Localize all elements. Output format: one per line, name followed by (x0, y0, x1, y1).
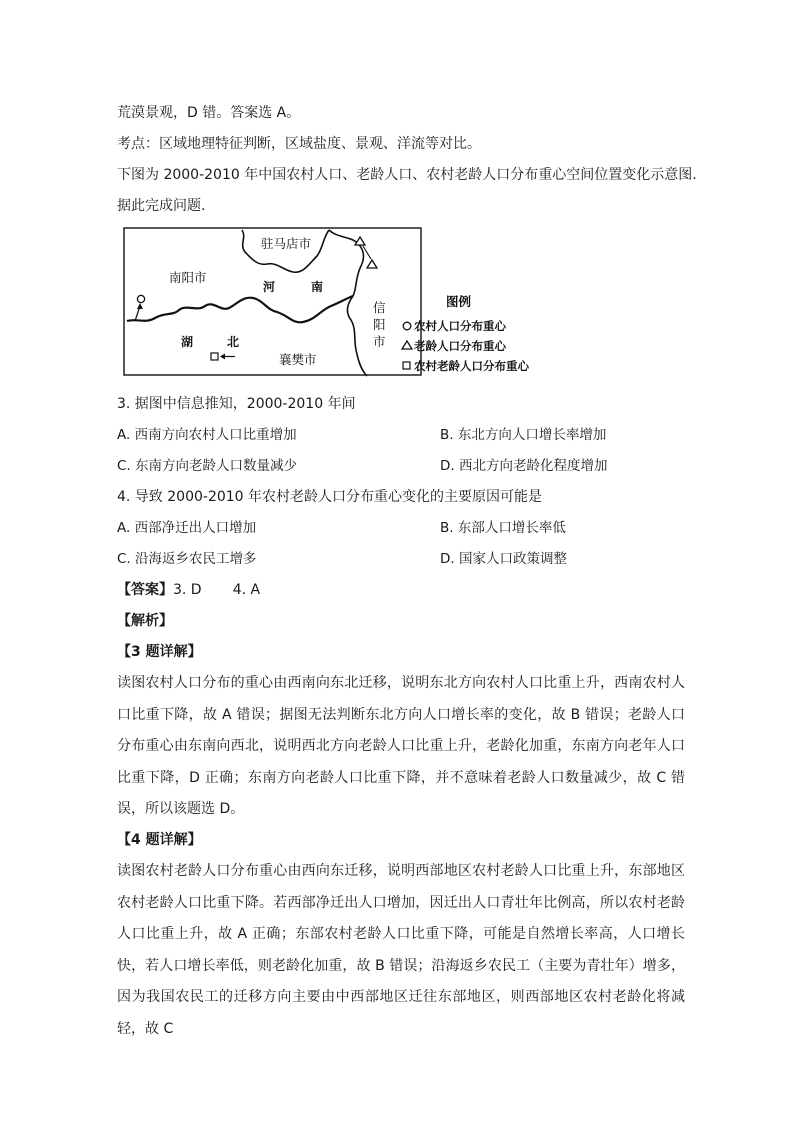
answer-values: 3. D 4. A (173, 582, 261, 598)
analysis-label: 【解析】 (117, 613, 173, 629)
legend-square-icon (403, 362, 410, 369)
q4-option-a: A. 西部净迁出人口增加 (117, 520, 257, 536)
detail4-label: 【4 题详解】 (117, 832, 202, 848)
label-xinyang-2: 阳 (373, 317, 386, 332)
map-figure (117, 226, 557, 386)
q3-option-a: A. 西南方向农村人口比重增加 (117, 427, 297, 443)
detail4-text: 读图农村老龄人口分布重心由西向东迁移，说明西部地区农村老龄人口比重上升，东部地区农村老龄人口比重下降。若西部净迁出人口增加，因迁出人口青壮年比例高，所以农村老龄人口比重上升，故 A 正确；东部农村老龄人口比重下降，可能是自然增长率高，人口增长快，若人口增长率低，则老龄化加重，故 B 错误；沿海返乡农民工（主要为青壮年）增多，因为我国农民工的迁移方向主要由中西部地区迁往东部地区，则西部地区农村老龄化将减轻，故 C (117, 863, 685, 1037)
legend-elderly-label: 老龄人口分布重心 (414, 339, 506, 353)
elderly-centroid-icon-start (355, 237, 365, 245)
label-xinyang-1: 信 (373, 300, 386, 315)
answer-line (117, 580, 260, 600)
elderly-centroid-icon-end (367, 260, 377, 268)
label-zhumadian: 驻马店市 (261, 236, 312, 251)
rural-elderly-centroid-icon (211, 353, 218, 360)
label-xinyang-3: 市 (373, 334, 386, 349)
q4-option-c: C. 沿海返乡农民工增多 (117, 551, 257, 567)
intro-line-2: 考点：区域地理特征判断，区域盐度、景观、洋流等对比。 (117, 136, 481, 152)
rural-elderly-arrow-head-icon (220, 354, 225, 360)
label-province-bei: 北 (227, 335, 240, 349)
intro-line-1: 荒漠景观，D 错。答案选 A。 (117, 105, 301, 121)
answer-label: 【答案】 (117, 582, 173, 598)
q3-option-b: B. 东北方向人口增长率增加 (440, 427, 607, 443)
rural-arrow-head-icon (137, 303, 143, 309)
map-svg (117, 226, 557, 386)
boundary-xinyang (329, 230, 367, 376)
label-xiangfan: 襄樊市 (279, 352, 317, 367)
detail3-text: 读图农村人口分布的重心由西南向东北迁移，说明东北方向农村人口比重上升，西南农村人口比重下降，故 A 错误；据图无法判断东北方向人口增长率的变化，故 B 错误；老龄人口分布重心由东南向西北，说明西北方向老龄人口比重上升，老龄化加重，东南方向老年人口比重下降，D 正确；东南方向老龄人口比重下降，并不意味着老龄人口数量减少，故 C 错误，所以该题选 D。 (117, 675, 685, 817)
rural-centroid-icon (137, 295, 144, 302)
provincial-boundary (127, 296, 353, 322)
label-nanyang: 南阳市 (169, 270, 207, 285)
legend-title: 图例 (446, 294, 472, 309)
legend-rural-elderly-label: 农村老龄人口分布重心 (414, 359, 529, 373)
label-province-nan: 南 (311, 280, 324, 294)
label-province-he: 河 (263, 280, 276, 294)
legend-rural-label: 农村人口分布重心 (414, 319, 506, 333)
legend-triangle-icon (402, 341, 412, 349)
q3-stem: 3. 据图中信息推知，2000-2010 年间 (117, 396, 356, 412)
detail3-label: 【3 题详解】 (117, 644, 202, 660)
q3-option-d: D. 西北方向老龄化程度增加 (440, 458, 608, 474)
q4-option-b: B. 东部人口增长率低 (440, 520, 566, 536)
intro-line-4: 据此完成问题. (117, 198, 206, 214)
intro-line-3: 下图为 2000-2010 年中国农村人口、老龄人口、农村老龄人口分布重心空间位置变化示意图. (117, 167, 697, 183)
q4-stem: 4. 导致 2000-2010 年农村老龄人口分布重心变化的主要原因可能是 (117, 489, 543, 505)
q4-option-d: D. 国家人口政策调整 (440, 551, 567, 567)
label-province-hu: 湖 (181, 335, 194, 349)
q3-option-c: C. 东南方向老龄人口数量减少 (117, 458, 298, 474)
legend-circle-icon (403, 322, 411, 330)
